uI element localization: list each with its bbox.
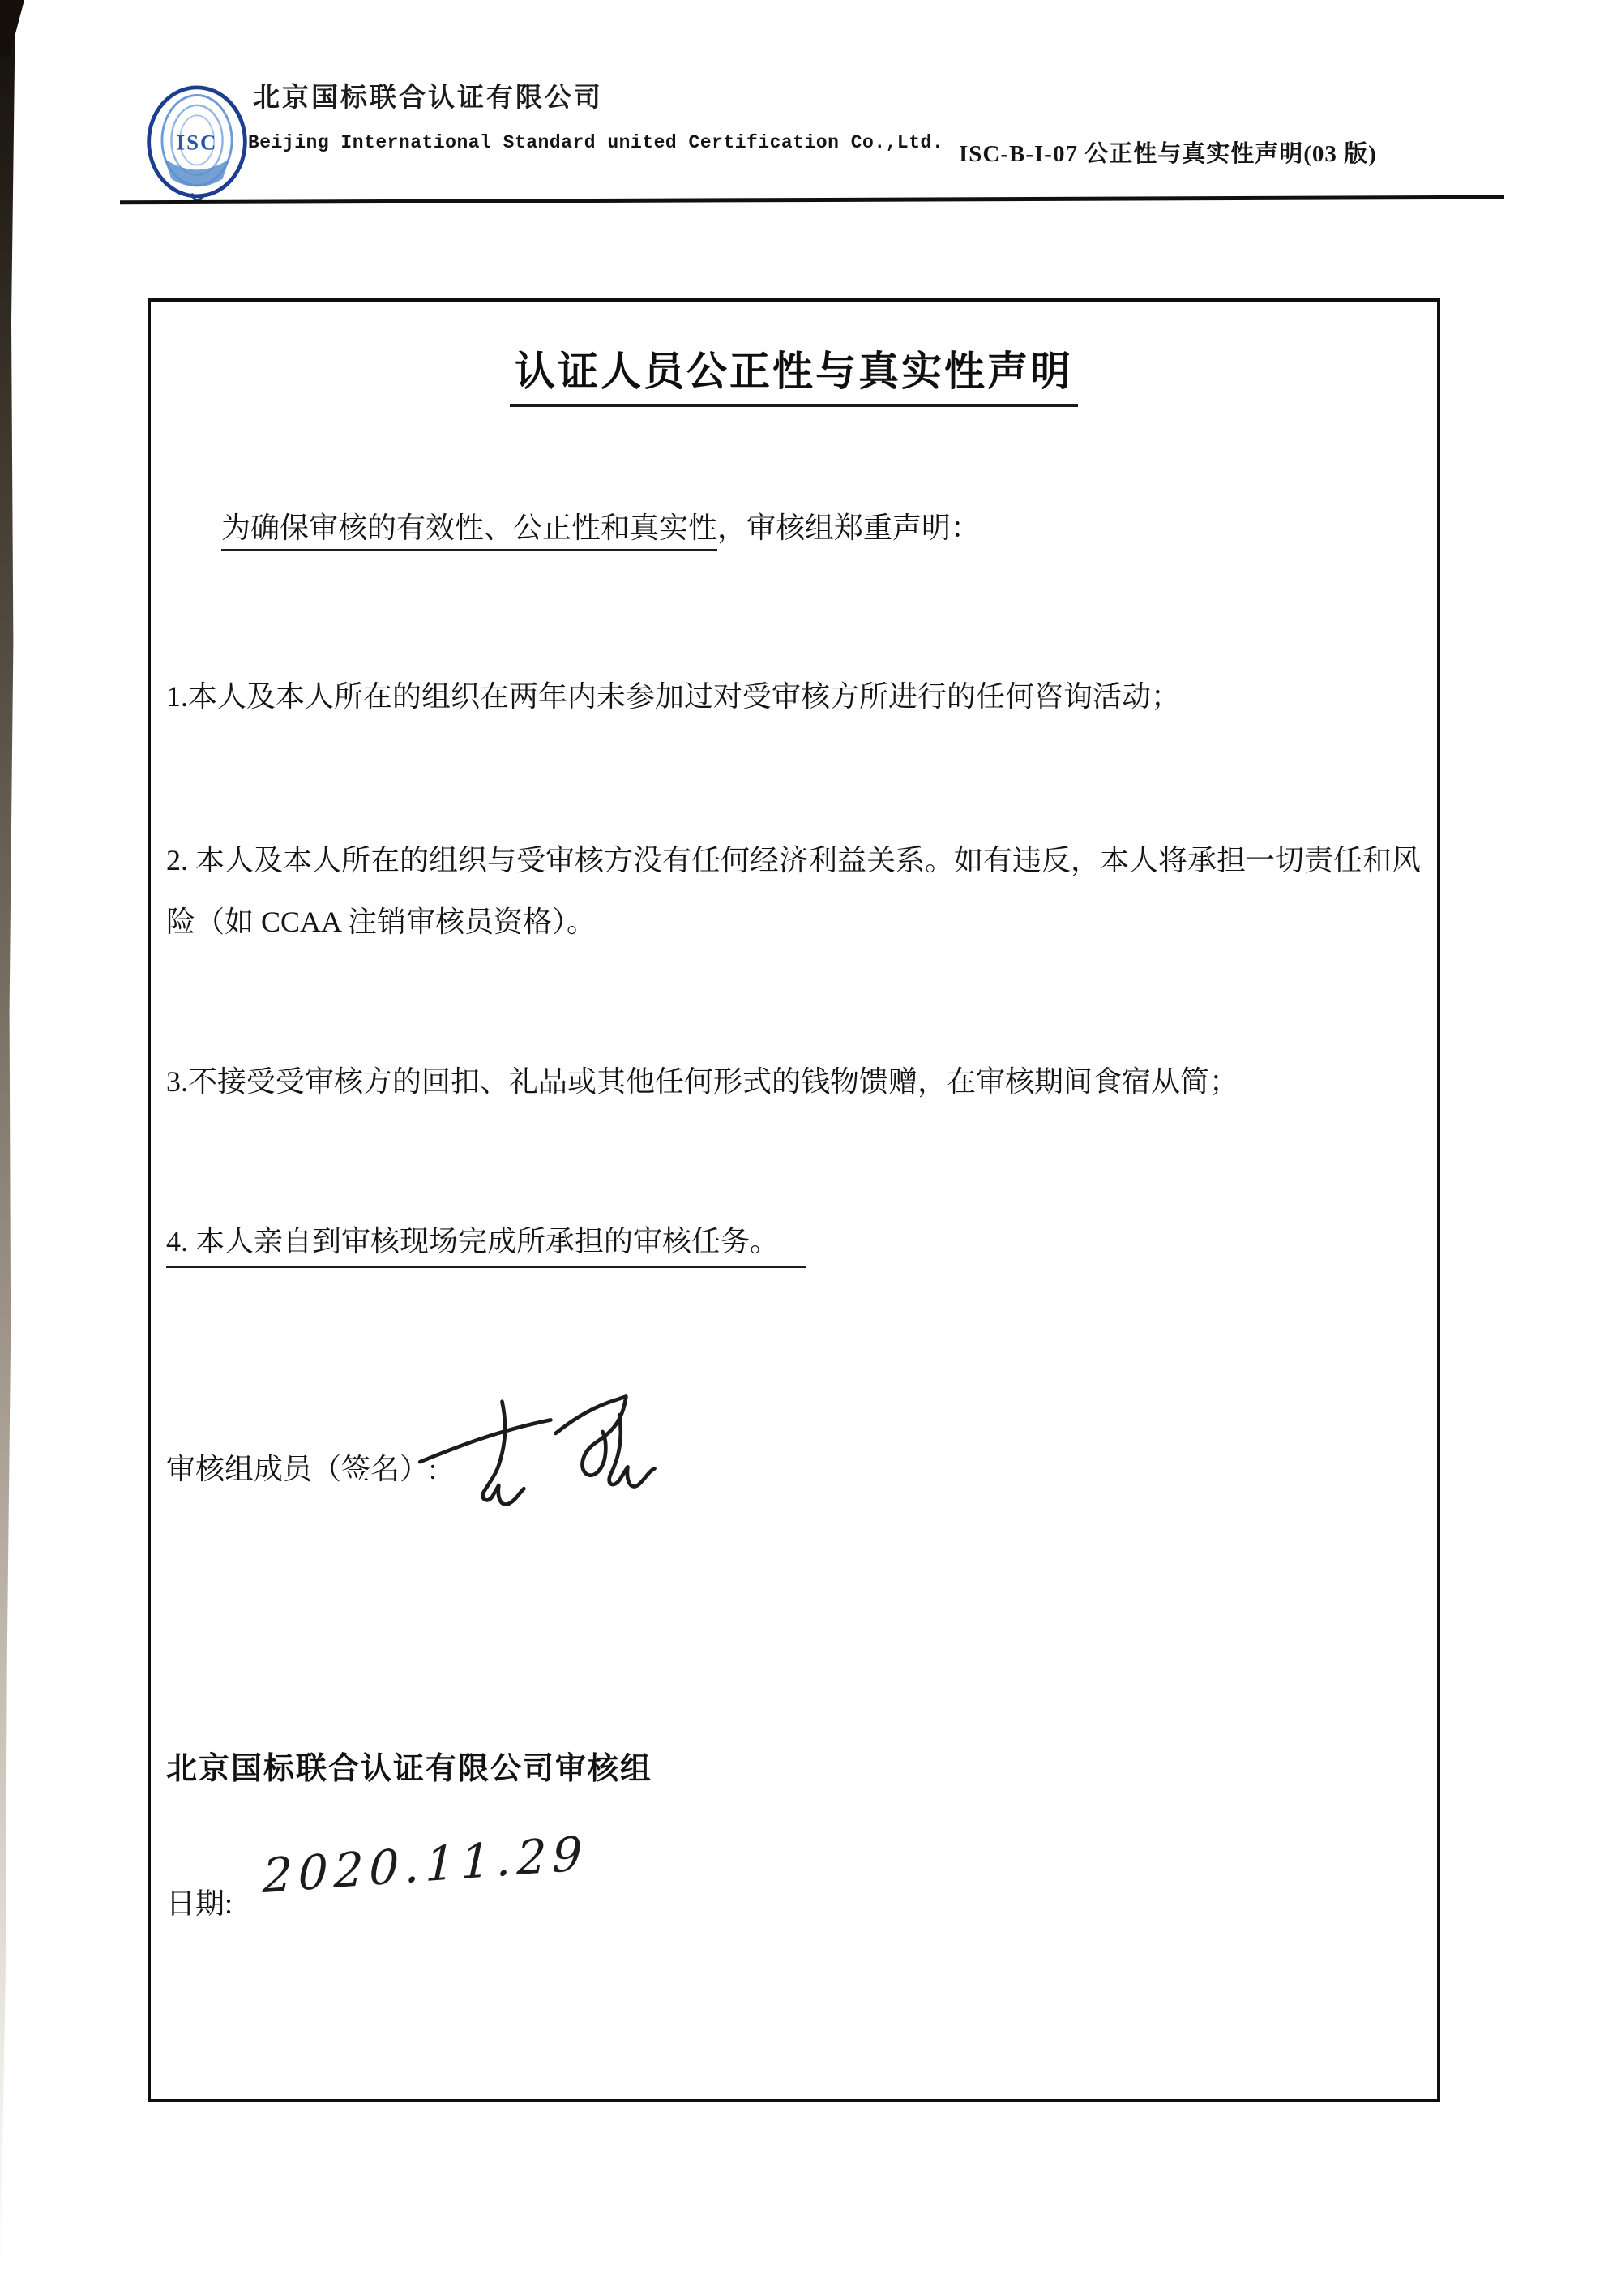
isc-logo-icon <box>143 84 251 212</box>
scan-dark-edge <box>0 0 16 2296</box>
handwritten-signature <box>415 1388 666 1530</box>
declaration-item-4 <box>166 1211 1422 1273</box>
company-name-en: Beijing International Standard united Certification Co.,Ltd. <box>248 132 944 153</box>
declaration-title-text: 认证人员公正性与真实性声明 <box>510 339 1078 407</box>
declaration-box <box>148 298 1440 2102</box>
declaration-intro <box>221 506 1413 550</box>
logo-text: ISC <box>176 130 218 155</box>
declaration-title <box>151 339 1437 407</box>
declaration-item-1: 1.本人及本人所在的组织在两年内未参加过对受审核方所进行的任何咨询活动； <box>166 680 1181 713</box>
declaration-item-3: 3.不接受受审核方的回扣、礼品或其他任何形式的钱物馈赠，在审核期间食宿从简； <box>166 1065 1239 1098</box>
declaration-item-4-text: 4. 本人亲自到审核现场完成所承担的审核任务。 <box>166 1225 806 1268</box>
header-divider <box>120 195 1504 205</box>
audit-team-line: 北京国标联合认证有限公司审核组 <box>166 1752 653 1786</box>
date-label: 日期: <box>166 1887 233 1920</box>
handwritten-date: 2020.11.29 <box>262 1825 588 1904</box>
intro-underlined-text: 为确保审核的有效性、公正性和真实性 <box>221 512 717 551</box>
document-code: ISC-B-I-07 公正性与真实性声明(03 版) <box>959 141 1377 167</box>
declaration-item-2: 2. 本人及本人所在的组织与受审核方没有任何经济利益关系。如有违反，本人将承担一切责任和风险（如 CCAA 注销审核员资格）。 <box>166 844 1422 938</box>
intro-rest-text: ，审核组郑重声明： <box>717 512 981 544</box>
signature-label: 审核组成员（签名）: <box>166 1453 438 1485</box>
company-name-cn: 北京国标联合认证有限公司 <box>253 84 603 113</box>
